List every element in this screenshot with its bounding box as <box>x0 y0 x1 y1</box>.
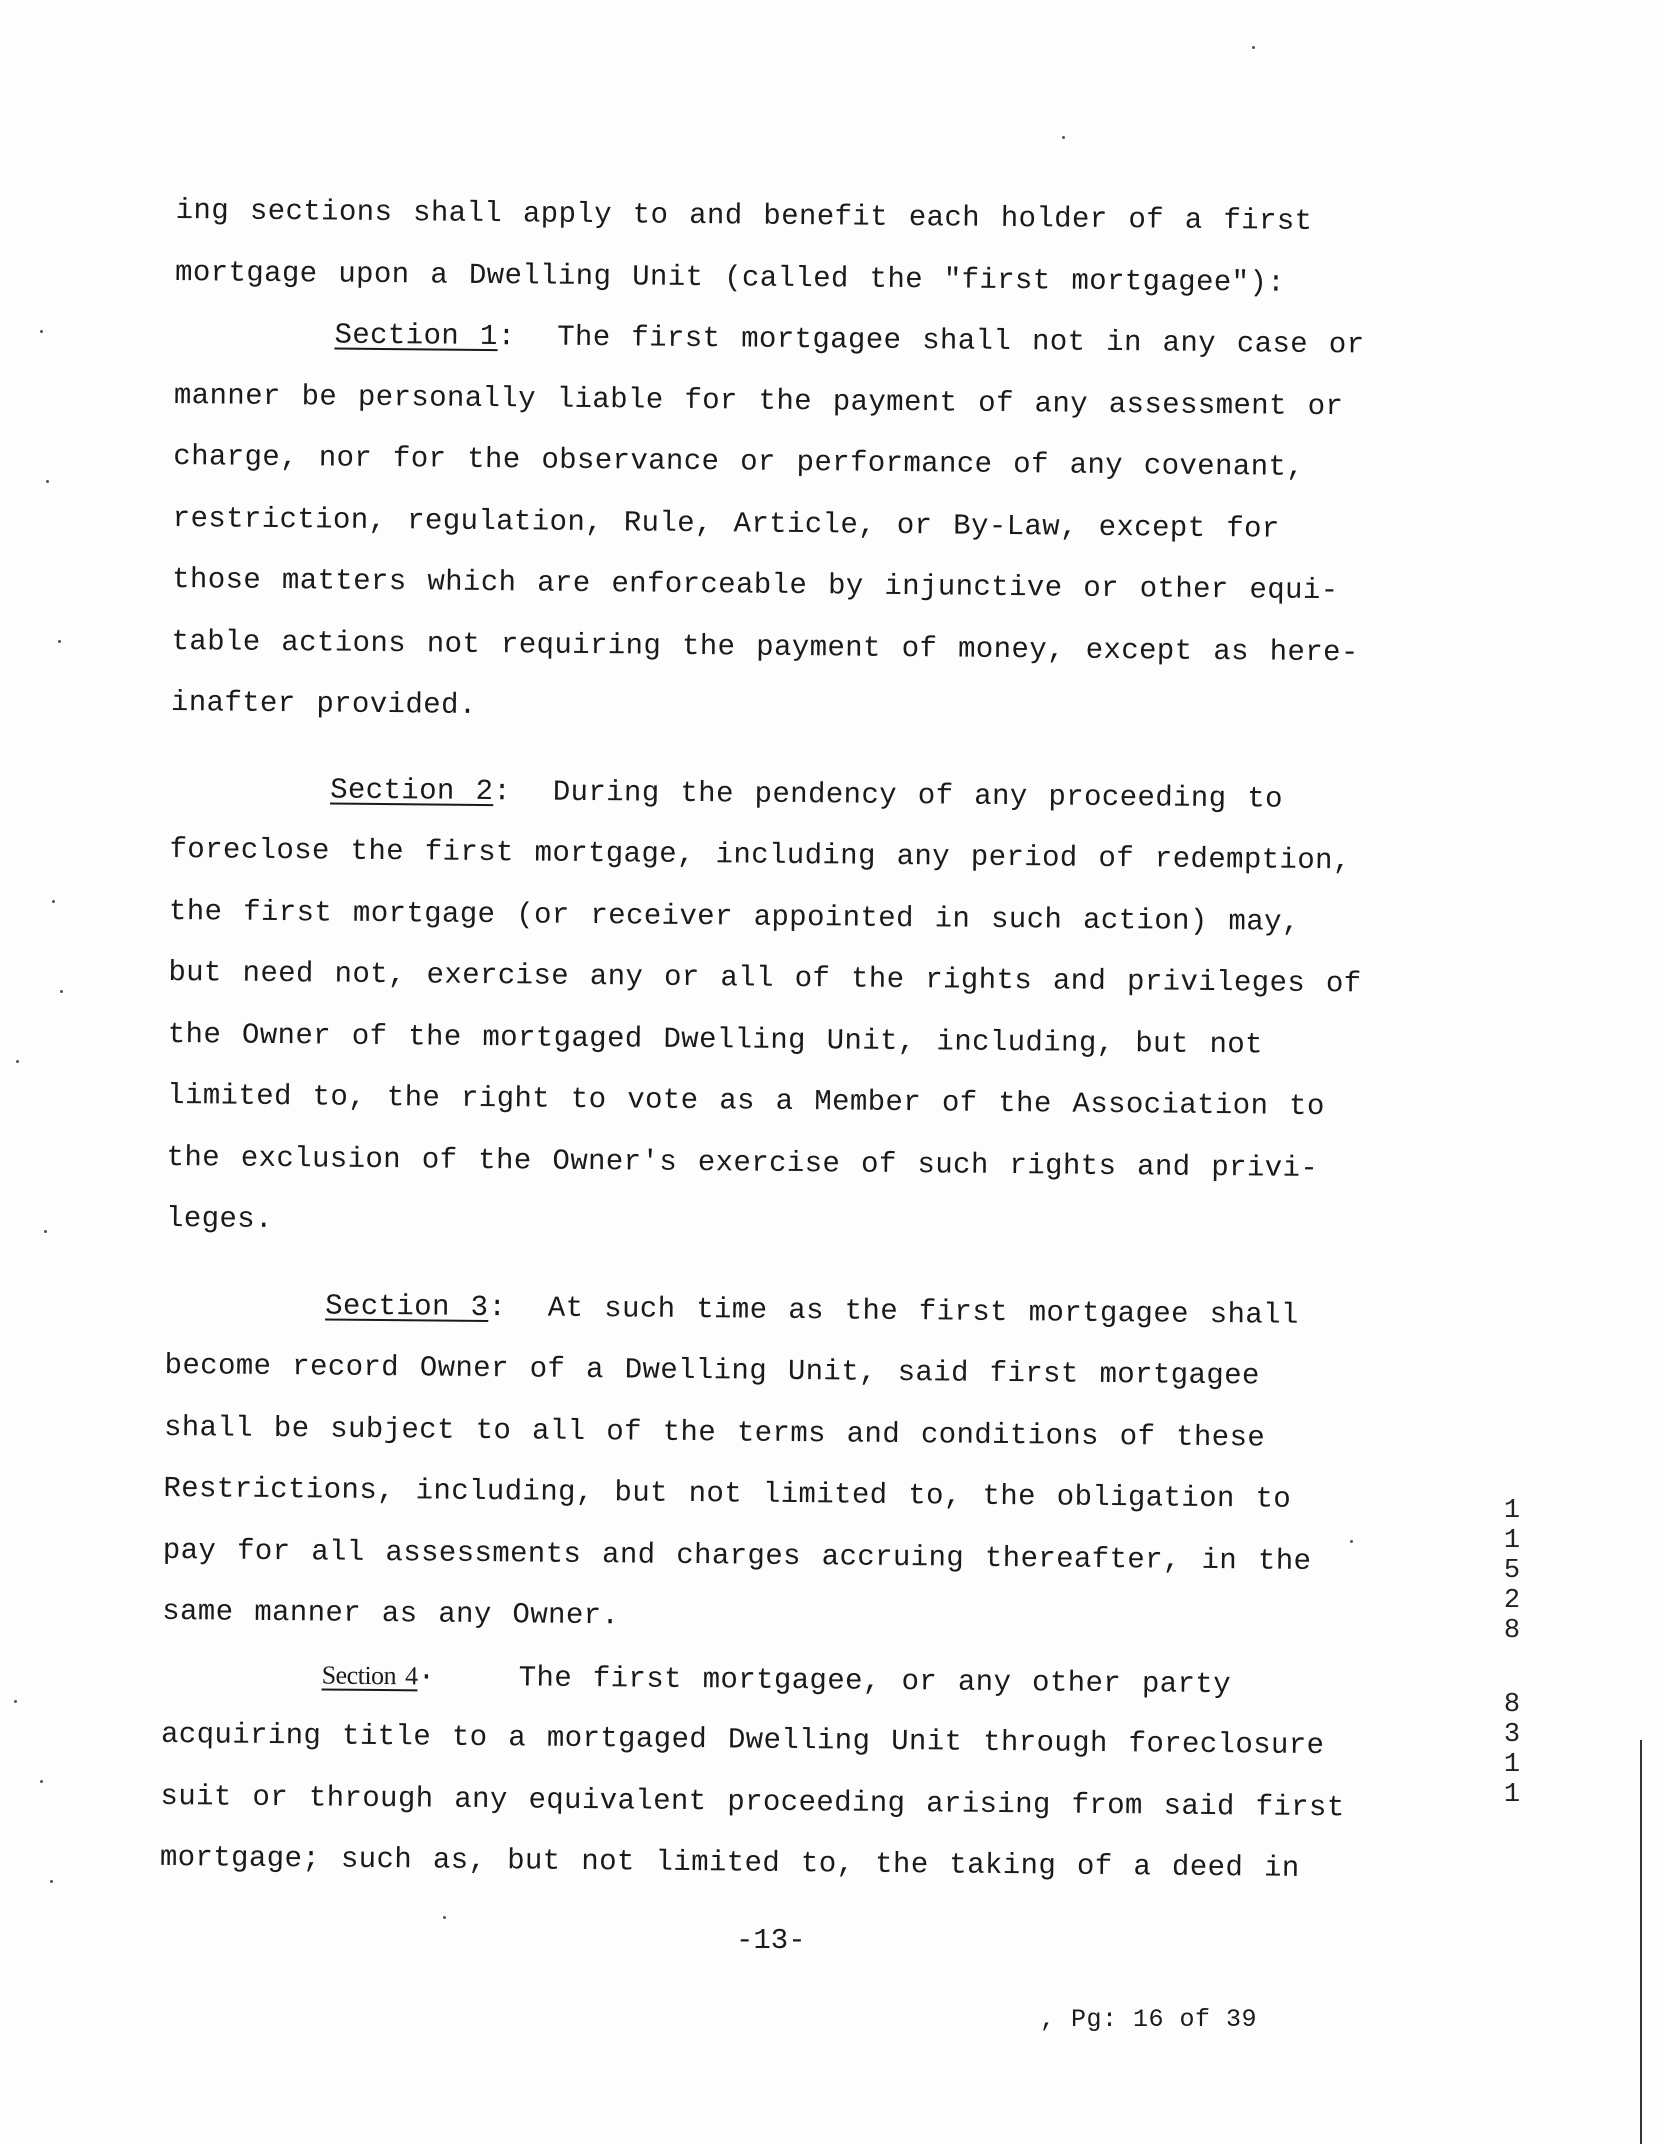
scan-edge-line <box>1640 1740 1642 2144</box>
text-line: restriction, regulation, Rule, Article, or By-Law, except for <box>172 501 1280 546</box>
text-line: become record Owner of a Dwelling Unit, said first mortgagee <box>164 1348 1260 1393</box>
scan-speck <box>1252 46 1255 49</box>
text-line: Restrictions, including, but not limited to, the obligation to <box>163 1471 1292 1516</box>
text-line: the Owner of the mortgaged Dwelling Unit, including, but not <box>167 1017 1264 1061</box>
text-line: ing sections shall apply to and benefit each holder of a first <box>175 193 1313 238</box>
text-line: manner be personally liable for the payment of any assessment or <box>173 378 1344 423</box>
scan-speck <box>40 1780 43 1783</box>
section-1-heading: Section 1 <box>334 318 498 354</box>
text-line: charge, nor for the observance or performance of any covenant, <box>173 439 1305 484</box>
text-line: the exclusion of the Owner's exercise of such rights and privi- <box>166 1140 1319 1185</box>
section-1-first-line <box>174 303 1415 376</box>
stamp-digit: 8 <box>1503 1690 1521 1720</box>
scan-speck <box>40 330 43 333</box>
stamp-digit: 3 <box>1503 1720 1521 1750</box>
text-line: suit or through any equivalent proceeding arising from said first <box>160 1779 1345 1824</box>
scan-speck <box>60 990 63 993</box>
section-2-text: During the pendency of any proceeding to <box>552 775 1284 816</box>
section-2-separator: : <box>493 774 512 808</box>
section-3-separator: : <box>488 1290 507 1324</box>
scan-speck <box>443 1916 446 1919</box>
stamp-digit: 1 <box>1503 1496 1521 1526</box>
text-line: shall be subject to all of the terms and conditions of these <box>163 1410 1266 1455</box>
text-line: but need not, exercise any or all of the rights and privileges of <box>168 955 1362 1001</box>
scan-speck <box>50 1880 53 1883</box>
scan-speck <box>44 1230 47 1233</box>
text-line: mortgage upon a Dwelling Unit (called the "first mortgagee"): <box>174 255 1286 300</box>
scan-speck <box>46 480 49 483</box>
scan-speck <box>14 1700 17 1703</box>
section-4-heading: Section 4 <box>321 1659 418 1690</box>
document-body <box>160 180 1416 1900</box>
scan-speck <box>52 900 55 903</box>
margin-recording-stamp <box>1498 1496 1526 1810</box>
stamp-digit: 5 <box>1503 1556 1521 1586</box>
text-line: pay for all assessments and charges accruing thereafter, in the <box>162 1533 1312 1578</box>
scan-speck <box>58 640 61 643</box>
stamp-digit: 8 <box>1503 1616 1521 1646</box>
text-line: limited to, the right to vote as a Member of the Association to <box>167 1078 1325 1124</box>
scan-speck <box>16 1060 19 1063</box>
section-4-separator: · <box>417 1659 436 1694</box>
scan-speck <box>1062 136 1065 139</box>
text-line: same manner as any Owner. <box>162 1594 620 1633</box>
section-4-text: The first mortgagee, or any other party <box>518 1660 1232 1701</box>
stamp-digit: 1 <box>1503 1780 1521 1810</box>
text-line: foreclose the first mortgage, including any period of redemption, <box>169 832 1351 878</box>
scan-speck <box>1350 1540 1353 1543</box>
text-line: table actions not requiring the payment of money, except as here- <box>171 624 1359 669</box>
page-count: , Pg: 16 of 39 <box>1040 2005 1258 2034</box>
stamp-digit: 1 <box>1503 1526 1521 1556</box>
text-line: leges. <box>165 1201 274 1236</box>
text-line: the first mortgage (or receiver appointed in such action) may, <box>168 894 1300 939</box>
text-line: inafter provided. <box>170 685 477 722</box>
stamp-digit: 1 <box>1503 1750 1521 1780</box>
section-1-text: The first mortgagee shall not in any case or <box>557 320 1365 362</box>
stamp-digit: 2 <box>1503 1586 1521 1616</box>
section-3-heading: Section 3 <box>325 1288 489 1324</box>
page-number: -13- <box>736 1924 806 1957</box>
text-line: acquiring title to a mortgaged Dwelling Unit through foreclosure <box>160 1717 1325 1763</box>
section-3-text: At such time as the first mortgagee shall <box>547 1291 1299 1332</box>
text-line: mortgage; such as, but not limited to, the taking of a deed in <box>159 1840 1300 1885</box>
section-1-separator: : <box>497 320 516 354</box>
section-2-heading: Section 2 <box>329 773 494 808</box>
text-line: those matters which are enforceable by injunctive or other equi- <box>172 562 1339 608</box>
